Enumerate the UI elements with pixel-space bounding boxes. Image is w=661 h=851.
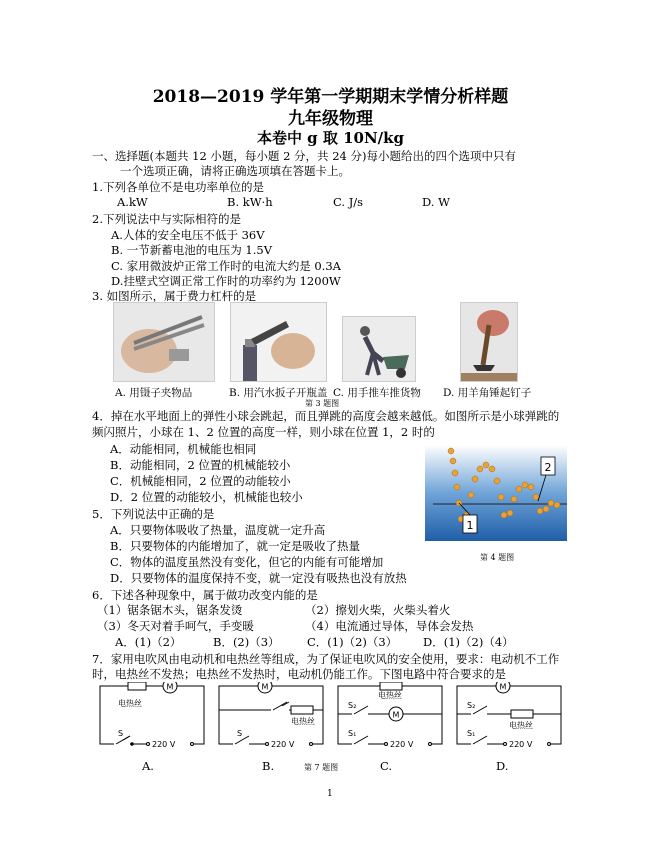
q7-option-a: A. xyxy=(142,759,154,773)
tweezers-photo xyxy=(113,302,215,382)
q2-option-a: A.人体的安全电压不低于 36V xyxy=(111,228,265,242)
page-note: 本卷中 g 取 10N/kg xyxy=(256,129,405,147)
q5-option-d: D．只要物体的温度保持不变，就一定没有吸热也没有放热 xyxy=(110,571,407,585)
q1-option-a: A.kW xyxy=(117,195,148,209)
q3-option-d: D. 用羊角锤起钉子 xyxy=(443,387,532,399)
q6-option-d: D．(1)（2)（4） xyxy=(423,635,514,649)
q5-option-a: A．只要物体吸收了热量，温度就一定升高 xyxy=(110,523,326,537)
circuit-a-diagram xyxy=(96,682,208,752)
circuit-b-motor-label: M xyxy=(261,682,269,692)
circuit-b-switch-label: S xyxy=(237,729,243,738)
q7-stem-line2: 时，电热丝不发热；电热丝不发热时，电动机仍能工作。下图电路中符合要求的是 xyxy=(92,667,506,681)
q5-option-b: B．只要物体的内能增加了，就一定是吸收了热量 xyxy=(110,539,360,553)
q3-stem: 3. 如图所示，属于费力杠杆的是 xyxy=(92,289,257,303)
circuit-d-diagram xyxy=(453,682,565,752)
circuit-d-heater-label: 电热丝 xyxy=(509,721,533,730)
circuit-a-heater-label: 电热丝 xyxy=(118,699,142,708)
circuit-c-motor-label: M xyxy=(392,710,400,720)
q4-stem-line2: 频闪照片，小球在 1、2 位置的高度一样，则小球在位置 1，2 时的 xyxy=(92,425,435,439)
q1-option-d: D. W xyxy=(422,195,450,209)
bottle-opener-photo xyxy=(230,302,327,382)
q7-option-d: D. xyxy=(496,759,509,773)
circuit-d-voltage-label: 220 V xyxy=(509,740,533,749)
circuit-c-voltage-label: 220 V xyxy=(390,740,414,749)
ball-label-2: 2 xyxy=(544,461,552,474)
circuit-c-diagram xyxy=(334,682,446,752)
circuit-c-switch2-label: S₂ xyxy=(348,701,357,710)
ball-label-1: 1 xyxy=(466,519,474,532)
circuit-b-voltage-label: 220 V xyxy=(271,740,295,749)
q6-option-a: A．(1)（2） xyxy=(115,635,182,649)
q1-option-c: C. J/s xyxy=(333,195,364,209)
q6-item-3: （3）冬天对着手呵气，手变暖 xyxy=(97,619,254,633)
q4-option-c: C．机械能相同，2 位置的动能较小 xyxy=(110,474,291,488)
q4-figure-caption: 第 4 题图 xyxy=(480,553,515,562)
page-number: 1 xyxy=(327,789,333,799)
circuit-c-switch1-label: S₁ xyxy=(348,729,357,738)
q2-stem: 2.下列说法中与实际相符的是 xyxy=(92,212,241,226)
q7-stem-line1: 7．家用电吹风由电动机和电热丝等组成，为了保证电吹风的安全使用，要求：电动机不工作 xyxy=(92,652,560,666)
q1-option-b: B. kW·h xyxy=(227,195,273,209)
wheelbarrow-photo xyxy=(342,316,416,382)
circuit-b-heater-label: 电热丝 xyxy=(291,717,315,726)
circuit-b-diagram xyxy=(215,682,327,752)
circuit-d-motor-label: M xyxy=(499,682,507,692)
section-intro-line2: 一个选项正确，请将正确选项填在答题卡上。 xyxy=(120,164,350,178)
q2-option-c: C. 家用微波炉正常工作时的电流大约是 0.3A xyxy=(111,259,341,273)
page-subject: 九年级物理 xyxy=(288,109,373,129)
q6-option-b: B．(2)（3） xyxy=(213,635,280,649)
q5-stem: 5．下列说法中正确的是 xyxy=(92,507,215,521)
circuit-a-voltage-label: 220 V xyxy=(152,740,176,749)
q2-option-b: B. 一节新蓄电池的电压为 1.5V xyxy=(111,243,273,257)
q4-stem-line1: 4．掉在水平地面上的弹性小球会跳起，而且弹跳的高度会越来越低。如图所示是小球弹跳的 xyxy=(92,409,560,423)
q4-option-d: D．2 位置的动能较小，机械能也较小 xyxy=(110,490,303,504)
circuit-d-switch1-label: S₁ xyxy=(467,729,476,738)
circuit-c-heater-label: 电热丝 xyxy=(378,691,402,700)
q5-option-c: C．物体的温度虽然没有变化，但它的内能有可能增加 xyxy=(110,555,384,569)
q2-option-d: D.挂壁式空调正常工作时的功率约为 1200W xyxy=(111,274,341,288)
bouncing-ball-photo xyxy=(425,445,567,541)
q7-figure-caption: 第 7 题图 xyxy=(304,763,339,772)
circuit-a-motor-label: M xyxy=(166,682,174,692)
q6-item-1: （1）锯条锯木头，锯条发烫 xyxy=(97,603,243,617)
circuit-d-switch2-label: S₂ xyxy=(467,701,476,710)
claw-hammer-photo xyxy=(460,302,518,382)
q3-figure-caption: 第 3 题图 xyxy=(305,399,340,408)
circuit-a-switch-label: S xyxy=(118,729,124,738)
q7-option-c: C. xyxy=(380,759,393,773)
q6-item-2: （2）擦划火柴，火柴头着火 xyxy=(305,603,451,617)
q1-stem: 1.下列各单位不是电功率单位的是 xyxy=(92,180,264,194)
q3-option-c: C. 用手推车推货物 xyxy=(333,387,421,399)
q3-option-a: A. 用镊子夹物品 xyxy=(115,387,193,399)
q3-option-b: B. 用汽水扳子开瓶盖 xyxy=(229,387,328,399)
q4-option-b: B．动能相同，2 位置的机械能较小 xyxy=(110,458,291,472)
q6-stem: 6．下述各种现象中，属于做功改变内能的是 xyxy=(92,588,318,602)
q6-item-4: （4）电流通过导体，导体会发热 xyxy=(305,619,474,633)
page-title: 2018—2019 学年第一学期期末学情分析样题 xyxy=(152,87,509,107)
section-intro-line1: 一、选择题(本题共 12 小题，每小题 2 分，共 24 分)每小题给出的四个选项中只有 xyxy=(92,149,516,163)
q6-option-c: C．(1)（2)（3） xyxy=(307,635,398,649)
q4-option-a: A．动能相同，机械能也相同 xyxy=(110,442,257,456)
q7-option-b: B. xyxy=(262,759,275,773)
